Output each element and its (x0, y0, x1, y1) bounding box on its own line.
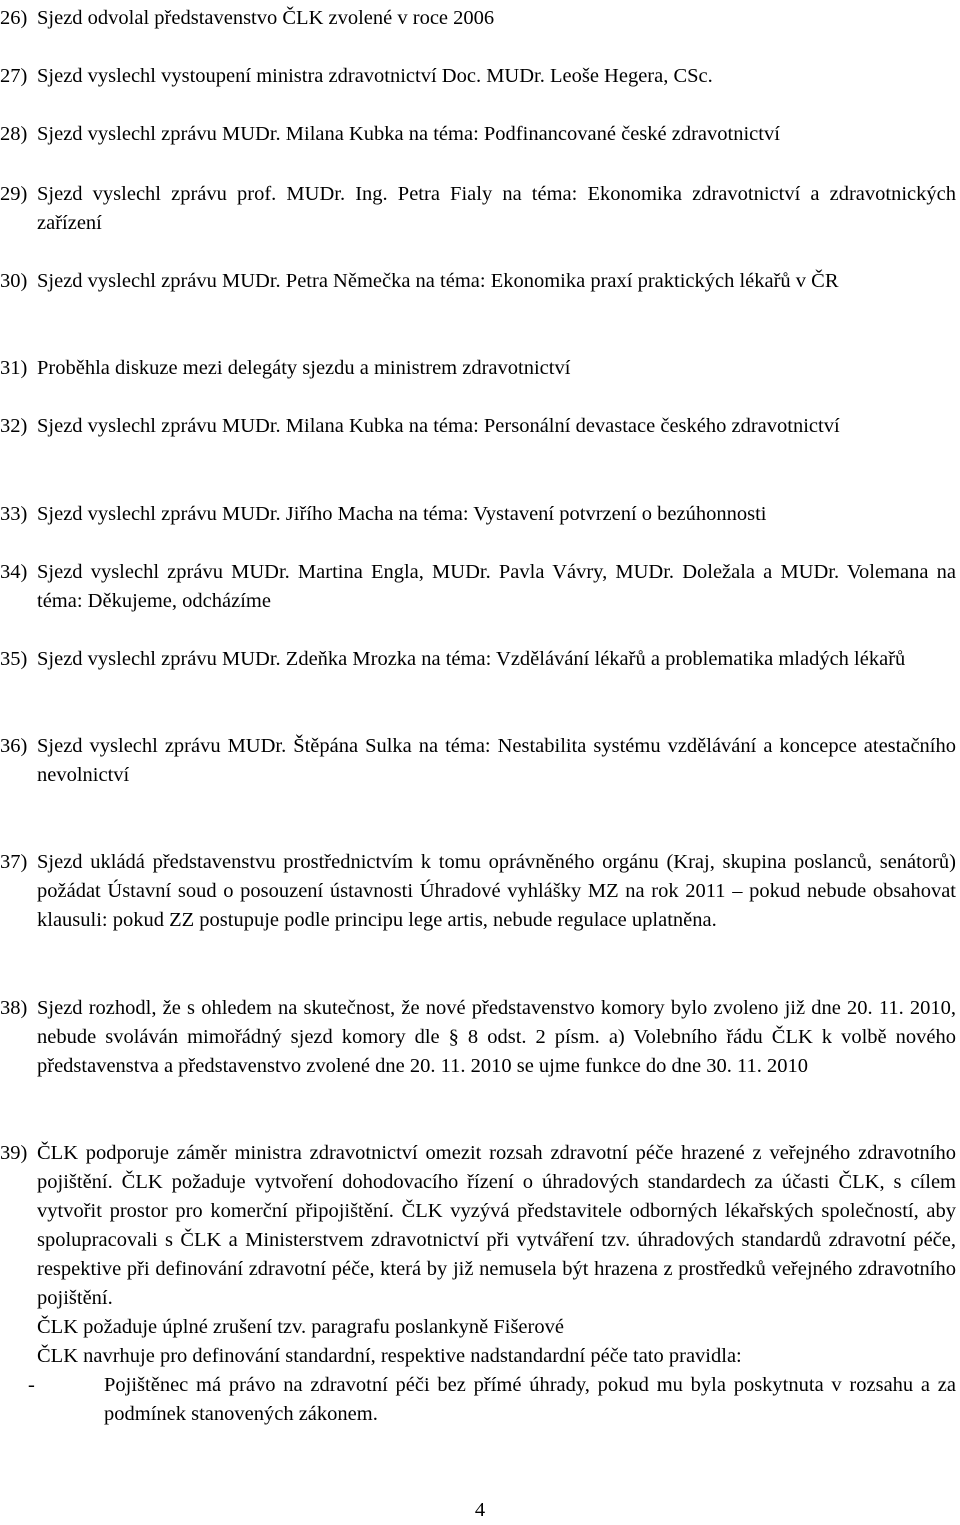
item-33 (0, 500, 956, 529)
item-31 (0, 354, 956, 383)
item-number: 35) (0, 648, 28, 670)
item-number: 37) (0, 851, 28, 873)
item-number: 33) (0, 503, 28, 525)
item-text: Sjezd vyslechl zprávu MUDr. Jiřího Macha na téma: Vystavení potvrzení o bezúhonnosti (37, 503, 767, 525)
item-37 (0, 848, 956, 935)
item-number: 30) (0, 270, 28, 292)
item-27 (0, 62, 956, 91)
item-text: Sjezd vyslechl vystoupení ministra zdravotnictví Doc. MUDr. Leoše Hegera, CSc. (37, 65, 713, 87)
item-38 (0, 994, 956, 1081)
item-29 (0, 180, 956, 238)
item-text: Sjezd vyslechl zprávu MUDr. Zdeňka Mrozka na téma: Vzdělávání lékařů a problematika mladých lékařů (37, 648, 906, 670)
item-36 (0, 732, 956, 790)
item-number: 39) (0, 1142, 28, 1164)
item-number: 31) (0, 357, 28, 379)
item-text: Sjezd vyslechl zprávu MUDr. Martina Engla, MUDr. Pavla Vávry, MUDr. Doležala a MUDr. Volemana na téma: Děkujeme, odcházíme (37, 561, 956, 612)
item-text: Sjezd vyslechl zprávu prof. MUDr. Ing. Petra Fialy na téma: Ekonomika zdravotnictví a zdravotnických zařízení (37, 183, 956, 234)
item-number: 26) (0, 7, 28, 29)
bullet-text: Pojištěnec má právo na zdravotní péči bez přímé úhrady, pokud mu byla poskytnuta v rozsahu a za podmínek stanovených zákonem. (104, 1374, 956, 1425)
item-35 (0, 645, 956, 674)
item-39-body (28, 1139, 956, 1429)
item-39-paragraph-1: ČLK podporuje záměr ministra zdravotnictví omezit rozsah zdravotní péče hrazené z veřejného zdravotního pojištění. ČLK požaduje vytvoření dohodovacího řízení o úhradových standardech za účasti ČLK, s cílem vytvořit prostor pro komerční připojištění. ČLK vyzývá představitele odborných lékařských společností, aby spolupracovali s ČLK a Ministerstvem zdravotnictví při vytváření tzv. úhradových standardů zdravotní péče, respektive při definování zdravotní péče, která by již nemusela být hrazena z prostředků veřejného zdravotního pojištění. (37, 1142, 956, 1309)
item-text: Proběhla diskuze mezi delegáty sjezdu a ministrem zdravotnictví (37, 357, 571, 379)
item-39-paragraph-3: ČLK navrhuje pro definování standardní, respektive nadstandardní péče tato pravidla: (37, 1345, 742, 1367)
item-text: Sjezd vyslechl zprávu MUDr. Petra Němečka na téma: Ekonomika praxí praktických lékařů v ČR (37, 270, 839, 292)
item-number: 36) (0, 735, 28, 757)
item-30 (0, 267, 956, 296)
item-32 (0, 412, 956, 441)
item-number: 29) (0, 183, 28, 205)
item-text: Sjezd rozhodl, že s ohledem na skutečnost, že nové představenstvo komory bylo zvoleno již dne 20. 11. 2010, nebude svoláván mimořádný sjezd komory dle § 8 odst. 2 písm. a) Volebního řádu ČLK k volbě nového představenstva a představenstvo zvolené dne 20. 11. 2010 se ujme funkce do dne 30. 11. 2010 (37, 997, 956, 1077)
item-text: Sjezd vyslechl zprávu MUDr. Milana Kubka na téma: Podfinancované české zdravotnictví (37, 123, 780, 145)
item-number: 28) (0, 123, 28, 145)
item-text: Sjezd vyslechl zprávu MUDr. Milana Kubka na téma: Personální devastace českého zdravotnictví (37, 415, 840, 437)
bullet-list-item (0, 1371, 956, 1429)
item-34 (0, 558, 956, 616)
page-number: 4 (474, 1499, 486, 1521)
item-28 (0, 120, 956, 149)
item-26 (0, 4, 956, 33)
item-text: Sjezd vyslechl zprávu MUDr. Štěpána Sulka na téma: Nestabilita systému vzdělávání a koncepce atestačního nevolnictví (37, 735, 956, 786)
item-39-paragraph-2: ČLK požaduje úplné zrušení tzv. paragrafu poslankyně Fišerové (37, 1316, 564, 1338)
bullet-marker: - (28, 1374, 35, 1396)
item-number: 27) (0, 65, 28, 87)
item-number: 38) (0, 997, 28, 1019)
item-text: Sjezd ukládá představenstvu prostřednictvím k tomu oprávněného orgánu (Kraj, skupina poslanců, senátorů) požádat Ústavní soud o posouzení ústavnosti Úhradové vyhlášky MZ na rok 2011 – pokud nebude obsahovat klausuli: pokud ZZ postupuje podle principu lege artis, nebude regulace uplatněna. (37, 851, 956, 931)
item-number: 34) (0, 561, 28, 583)
item-text: Sjezd odvolal představenstvo ČLK zvolené v roce 2006 (37, 7, 495, 29)
item-39 (0, 1139, 956, 1429)
item-number: 32) (0, 415, 28, 437)
